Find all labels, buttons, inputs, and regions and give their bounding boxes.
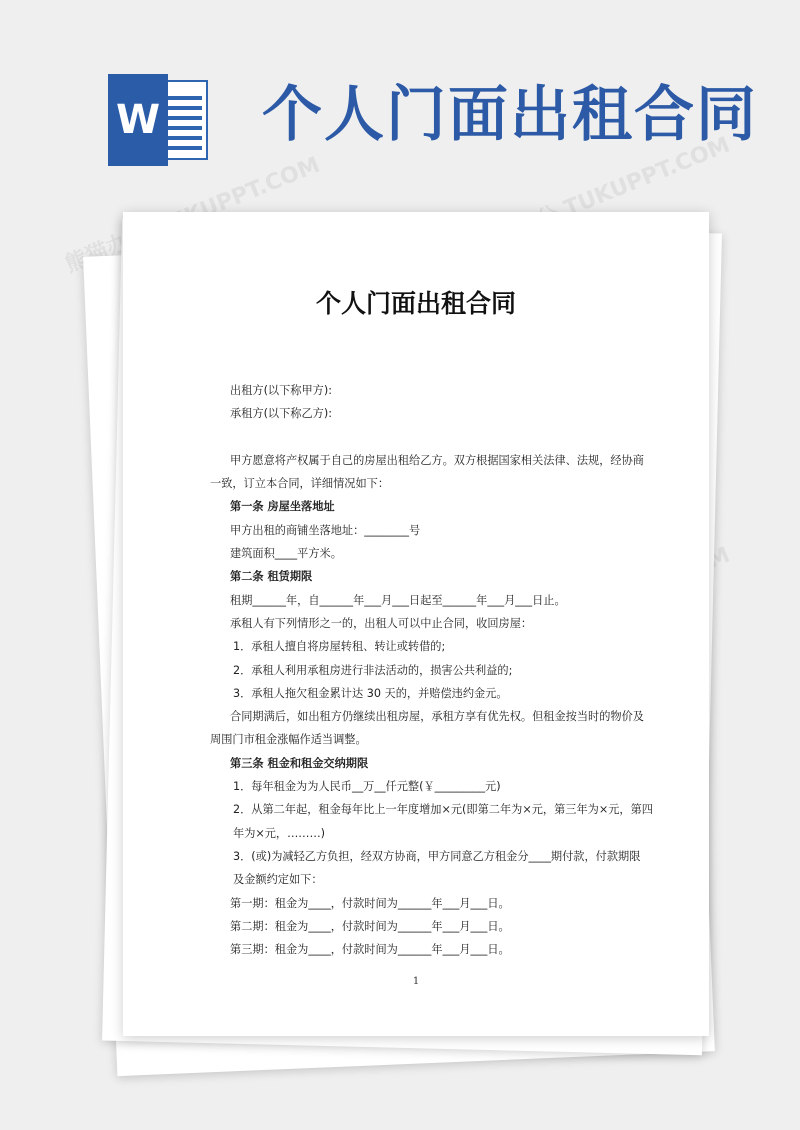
document-line	[230, 426, 610, 449]
document-line: 3．承租人拖欠租金累计达 30 天的，并赔偿违约金元。	[233, 686, 508, 700]
document-line: 第三期：租金为____，付款时间为______年___月___日。	[230, 943, 510, 957]
document-line: 2．承租人利用承租房进行非法活动的，损害公共利益的;	[233, 663, 513, 677]
document-line: 2．从第二年起，租金每年比上一年度增加×元(即第二年为×元，第三年为×元，第四	[233, 803, 653, 817]
document-line: 甲方出租的商铺坐落地址：________号	[230, 523, 421, 537]
page-number: 1	[412, 976, 420, 987]
watermark: 熊猫办公 TUKUPPT.COM	[61, 152, 324, 278]
document-line: 建筑面积____平方米。	[230, 547, 342, 561]
document-line: 年为×元，………)	[233, 826, 326, 840]
watermark: 熊猫办公 TUKUPPT.COM	[471, 132, 734, 258]
document-line: 承租方(以下称乙方):	[230, 407, 332, 421]
document-line: 及金额约定如下：	[233, 873, 323, 887]
document-line: 租期______年，自______年___月___日起至______年___月___日止。	[230, 593, 566, 607]
document-line: 出租方(以下称甲方):	[230, 384, 332, 397]
section-heading: 第三条 租金和租金交纳期限	[230, 756, 369, 770]
document-line: 3．(或)为减轻乙方负担，经双方协商，甲方同意乙方租金分____期付款，付款期限	[233, 849, 641, 863]
document-line: 一致，订立本合同，详细情况如下：	[210, 477, 390, 491]
document-page	[123, 212, 709, 1036]
word-document-icon	[108, 74, 214, 166]
document-line: 第一期：租金为____，付款时间为______年___月___日。	[230, 896, 510, 910]
document-line: 周围门市租金涨幅作适当调整。	[210, 733, 367, 747]
document-line: 承租人有下列情形之一的，出租人可以中止合同，收回房屋：	[230, 616, 533, 630]
section-heading: 第一条 房屋坐落地址	[230, 500, 335, 514]
document-line: 第二期：租金为____，付款时间为______年___月___日。	[230, 919, 510, 933]
section-heading: 第二条 租赁期限	[230, 570, 313, 584]
word-letter: W	[108, 74, 168, 166]
document-line: 合同期满后，如出租方仍继续出租房屋，承租方享有优先权。但租金按当时的物价及	[230, 710, 644, 724]
document-line: 1．承租人擅自将房屋转租、转让或转借的;	[233, 640, 446, 654]
document-body	[210, 379, 653, 961]
document-line: 1．每年租金为为人民币__万__仟元整(￥_________元)	[233, 780, 501, 794]
banner	[0, 0, 800, 190]
document-title: 个人门面出租合同	[315, 289, 516, 318]
banner-title: 个人门面出租合同	[262, 80, 758, 150]
document-line: 甲方愿意将产权属于自己的房屋出租给乙方。双方根据国家相关法律、法规，经协商	[230, 453, 644, 467]
